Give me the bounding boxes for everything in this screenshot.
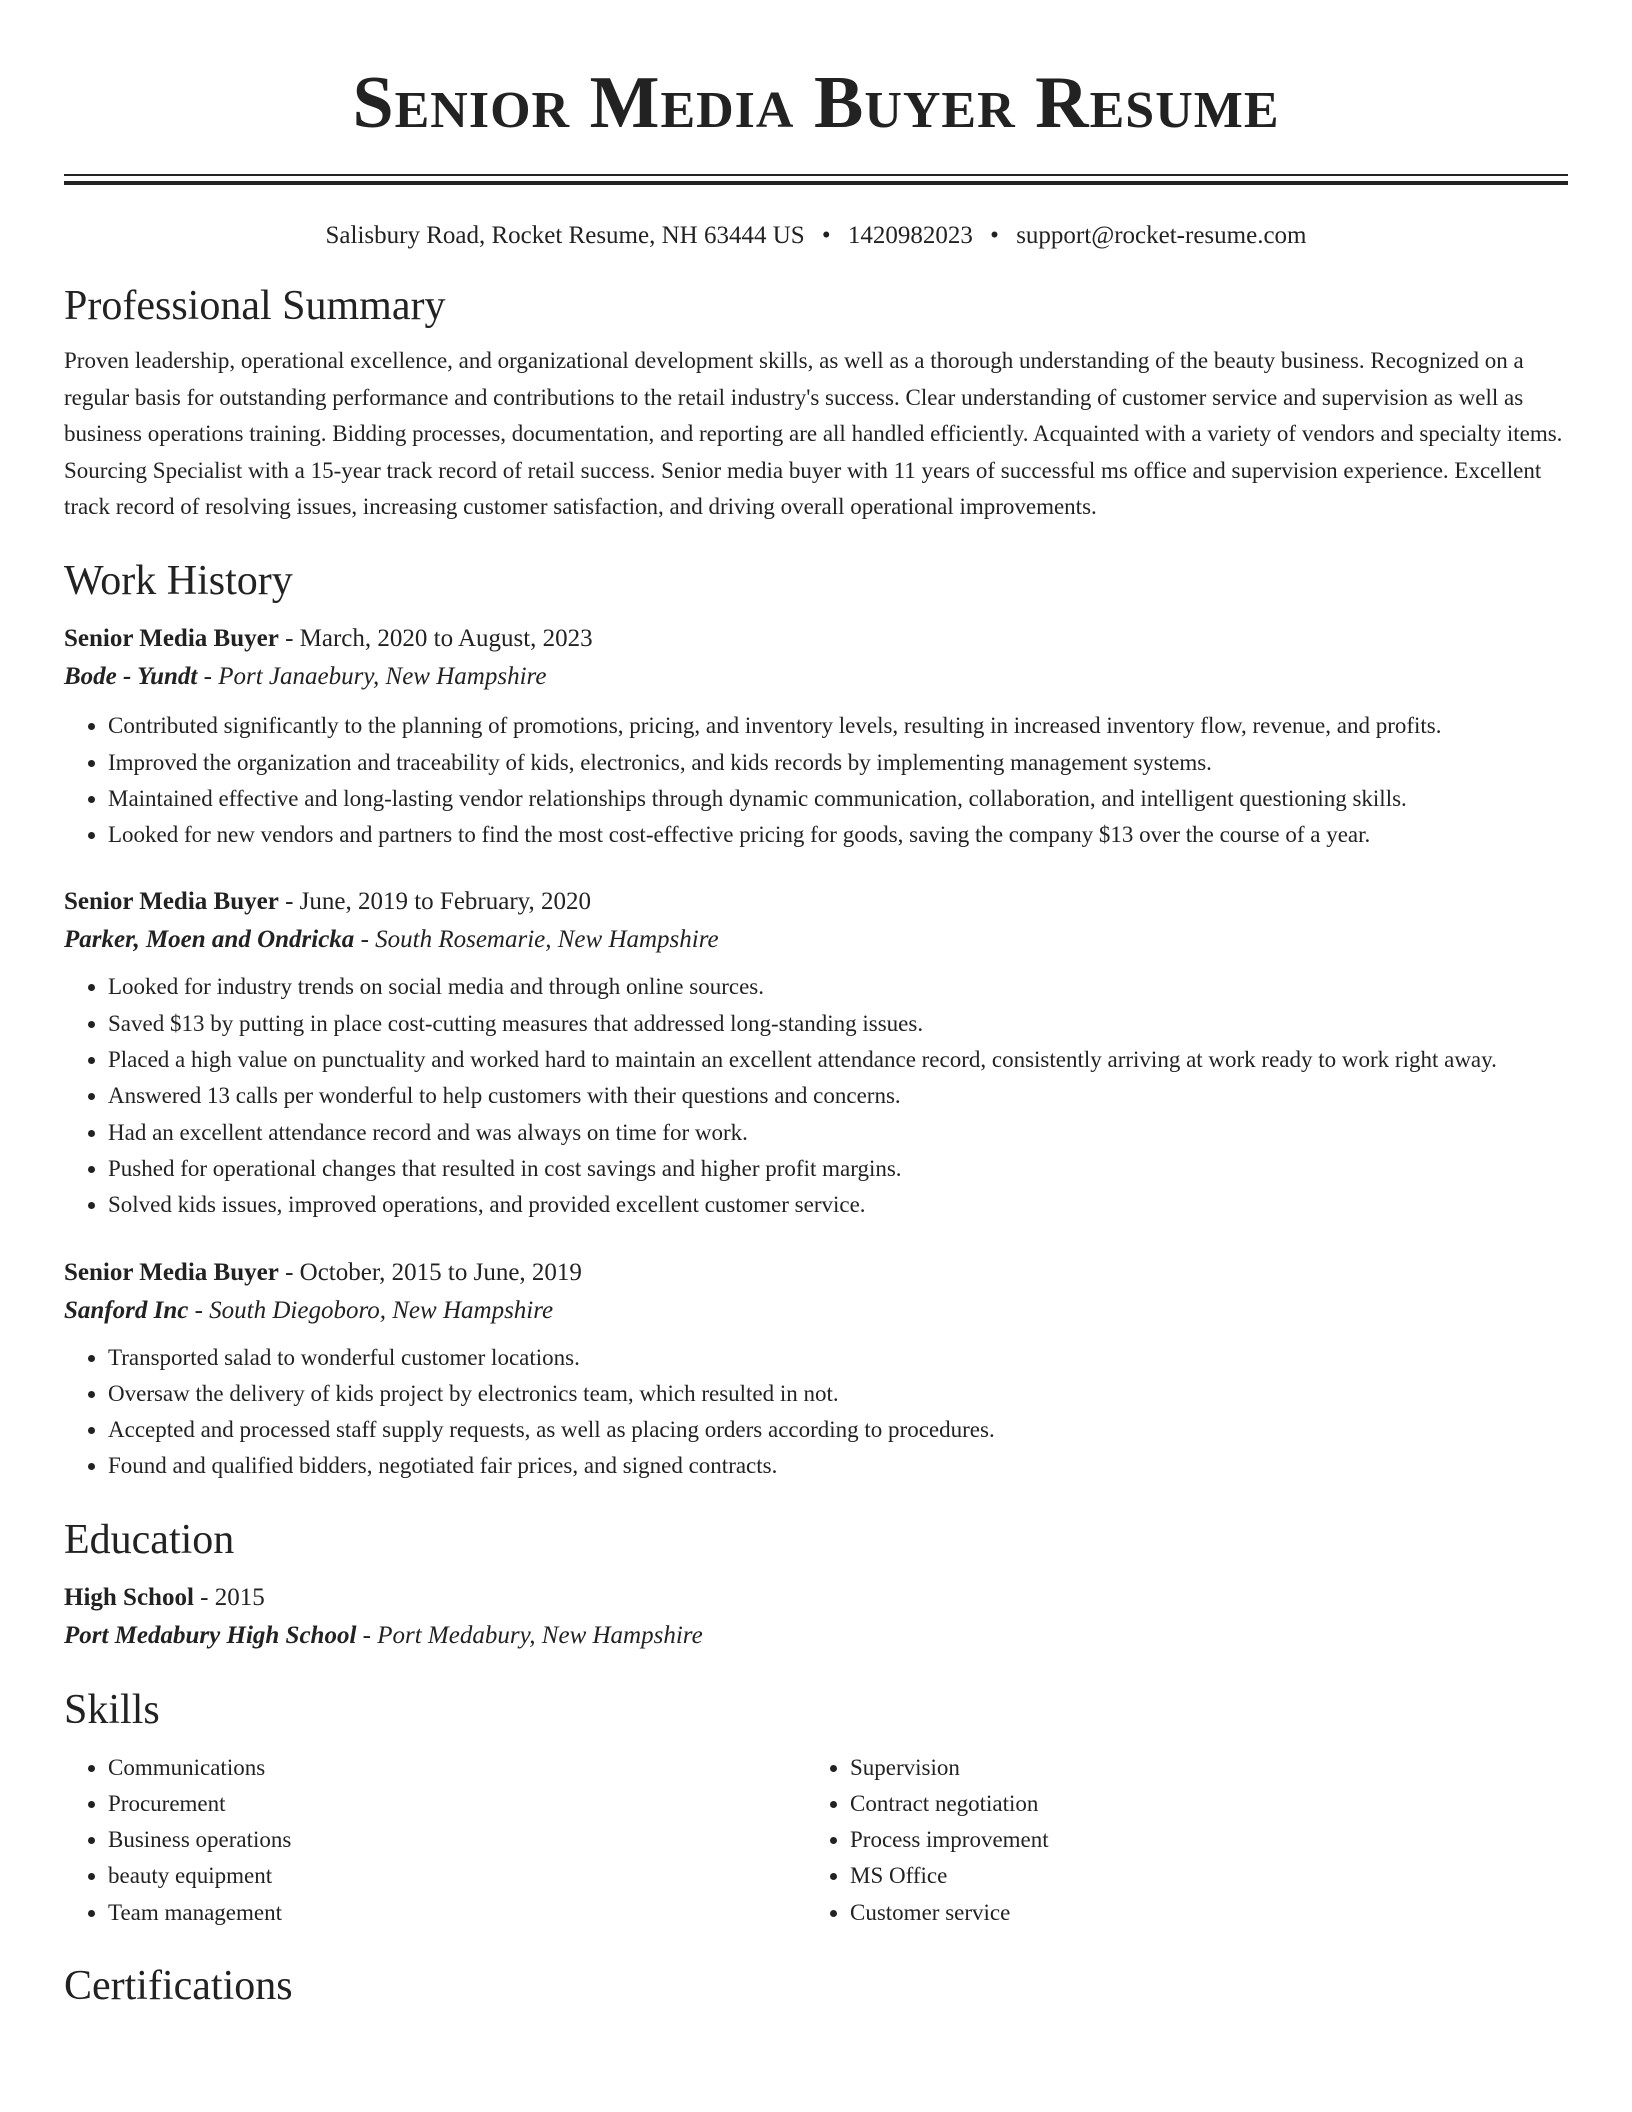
contact-phone: 1420982023	[847, 222, 973, 249]
skill-item: • Process improvement	[850, 1822, 1548, 1858]
job-bullet: • Looked for industry trends on social media and through online sources.	[108, 969, 1568, 1005]
job-company: Sanford Inc	[64, 1296, 189, 1324]
job-dates: - March, 2020 to August, 2023	[278, 625, 593, 653]
job-bullet: • Solved kids issues, improved operations, and provided excellent customer service.	[108, 1187, 1568, 1223]
job-dates: - October, 2015 to June, 2019	[278, 1258, 582, 1286]
job-company: Bode - Yundt	[64, 663, 198, 691]
education-school-line	[64, 1617, 1568, 1655]
skill-item: • Business operations	[108, 1822, 806, 1858]
skill-item: • Contract negotiation	[850, 1786, 1548, 1822]
summary-text: Proven leadership, operational excellence, and organizational development skills, as well as a thorough understanding of the beauty business. Recognized on a regular basis for outstanding performance and contributions to the retail industry's success. Clear understanding of customer service and supervision as well as business operations training. Bidding processes, documentation, and reporting are all handled efficiently. Acquainted with a variety of vendors and specialty items. Sourcing Specialist with a 15-year track record of retail success. Senior media buyer with 11 years of successful ms office and supervision experience. Excellent track record of resolving issues, increasing customer satisfaction, and driving overall operational improvements.	[64, 348, 1563, 520]
education-entry	[64, 1579, 1568, 1655]
contact-line	[64, 221, 1568, 251]
job-bullets	[64, 1340, 1568, 1485]
job-bullet: • Accepted and processed staff supply requests, as well as placing orders according to procedures.	[108, 1412, 1568, 1448]
job-bullet: • Placed a high value on punctuality and worked hard to maintain an excellent attendance record, consistently arriving at work ready to work right away.	[108, 1042, 1568, 1078]
job-bullet: • Oversaw the delivery of kids project by electronics team, which resulted in not.	[108, 1376, 1568, 1412]
skill-item: • Communications	[108, 1750, 806, 1786]
skills-column-right	[806, 1750, 1548, 1931]
contact-email: support@rocket-resume.com	[1016, 222, 1307, 249]
education-location: - Port Medabury, New Hampshire	[356, 1622, 703, 1650]
job-role: Senior Media Buyer	[64, 1258, 279, 1286]
education-school: Port Medabury High School	[64, 1622, 357, 1650]
job-bullet: • Found and qualified bidders, negotiated fair prices, and signed contracts.	[108, 1448, 1568, 1484]
title-divider	[64, 174, 1568, 185]
job-company-line	[64, 658, 1568, 696]
skill-item: • Supervision	[850, 1750, 1548, 1786]
skill-item: • Team management	[108, 1895, 806, 1931]
summary-heading: Professional Summary	[64, 283, 446, 329]
job-bullet: • Transported salad to wonderful customer locations.	[108, 1340, 1568, 1376]
work-history-heading: Work History	[64, 557, 293, 604]
resume-title: Senior Media Buyer Resume	[352, 62, 1280, 144]
contact-separator: •	[990, 222, 999, 249]
job-bullet: • Looked for new vendors and partners to find the most cost-effective pricing for goods, saving the company $13 over the course of a year.	[108, 817, 1568, 853]
certifications-heading: Certifications	[64, 1963, 293, 2009]
education-degree: High School	[64, 1584, 194, 1612]
job-bullets	[64, 708, 1568, 853]
job-bullet: • Improved the organization and traceability of kids, electronics, and kids records by implementing management systems.	[108, 745, 1568, 781]
job-location: - Port Janaebury, New Hampshire	[197, 663, 547, 691]
job-location: - South Rosemarie, New Hampshire	[354, 926, 719, 954]
job-company-line	[64, 921, 1568, 959]
job-location: - South Diegoboro, New Hampshire	[188, 1296, 554, 1324]
job-entry	[64, 1254, 1568, 1485]
job-bullet: • Answered 13 calls per wonderful to help customers with their questions and concerns.	[108, 1078, 1568, 1114]
job-title-line	[64, 1254, 1568, 1292]
job-dates: - June, 2019 to February, 2020	[278, 888, 592, 916]
job-bullet: • Contributed significantly to the planning of promotions, pricing, and inventory levels, resulting in increased inventory flow, revenue, and profits.	[108, 708, 1568, 744]
job-company: Parker, Moen and Ondricka	[64, 926, 355, 954]
job-bullet: • Pushed for operational changes that resulted in cost savings and higher profit margins.	[108, 1151, 1568, 1187]
education-degree-line	[64, 1579, 1568, 1617]
skills-column-left	[64, 1750, 806, 1931]
education-heading: Education	[64, 1516, 235, 1563]
job-role: Senior Media Buyer	[64, 625, 279, 653]
contact-separator: •	[821, 222, 831, 249]
skill-item: • beauty equipment	[108, 1858, 806, 1894]
job-bullet: • Saved $13 by putting in place cost-cutting measures that addressed long-standing issues.	[108, 1006, 1568, 1042]
skill-item: • Customer service	[850, 1895, 1548, 1931]
job-role: Senior Media Buyer	[64, 888, 279, 916]
job-bullet: • Maintained effective and long-lasting vendor relationships through dynamic communication, collaboration, and intelligent questioning skills.	[108, 781, 1568, 817]
job-entry	[64, 620, 1568, 853]
skills-grid	[64, 1750, 1568, 1931]
skills-heading: Skills	[64, 1687, 160, 1734]
job-title-line	[64, 620, 1568, 658]
job-bullets	[64, 969, 1568, 1223]
skill-item: • Procurement	[108, 1786, 806, 1822]
job-title-line	[64, 883, 1568, 921]
job-company-line	[64, 1292, 1568, 1330]
job-entry	[64, 883, 1568, 1223]
skill-item: • MS Office	[850, 1858, 1548, 1894]
contact-address: Salisbury Road, Rocket Resume, NH 63444 US	[325, 222, 805, 249]
education-year: - 2015	[193, 1584, 265, 1612]
job-bullet: • Had an excellent attendance record and was always on time for work.	[108, 1115, 1568, 1151]
